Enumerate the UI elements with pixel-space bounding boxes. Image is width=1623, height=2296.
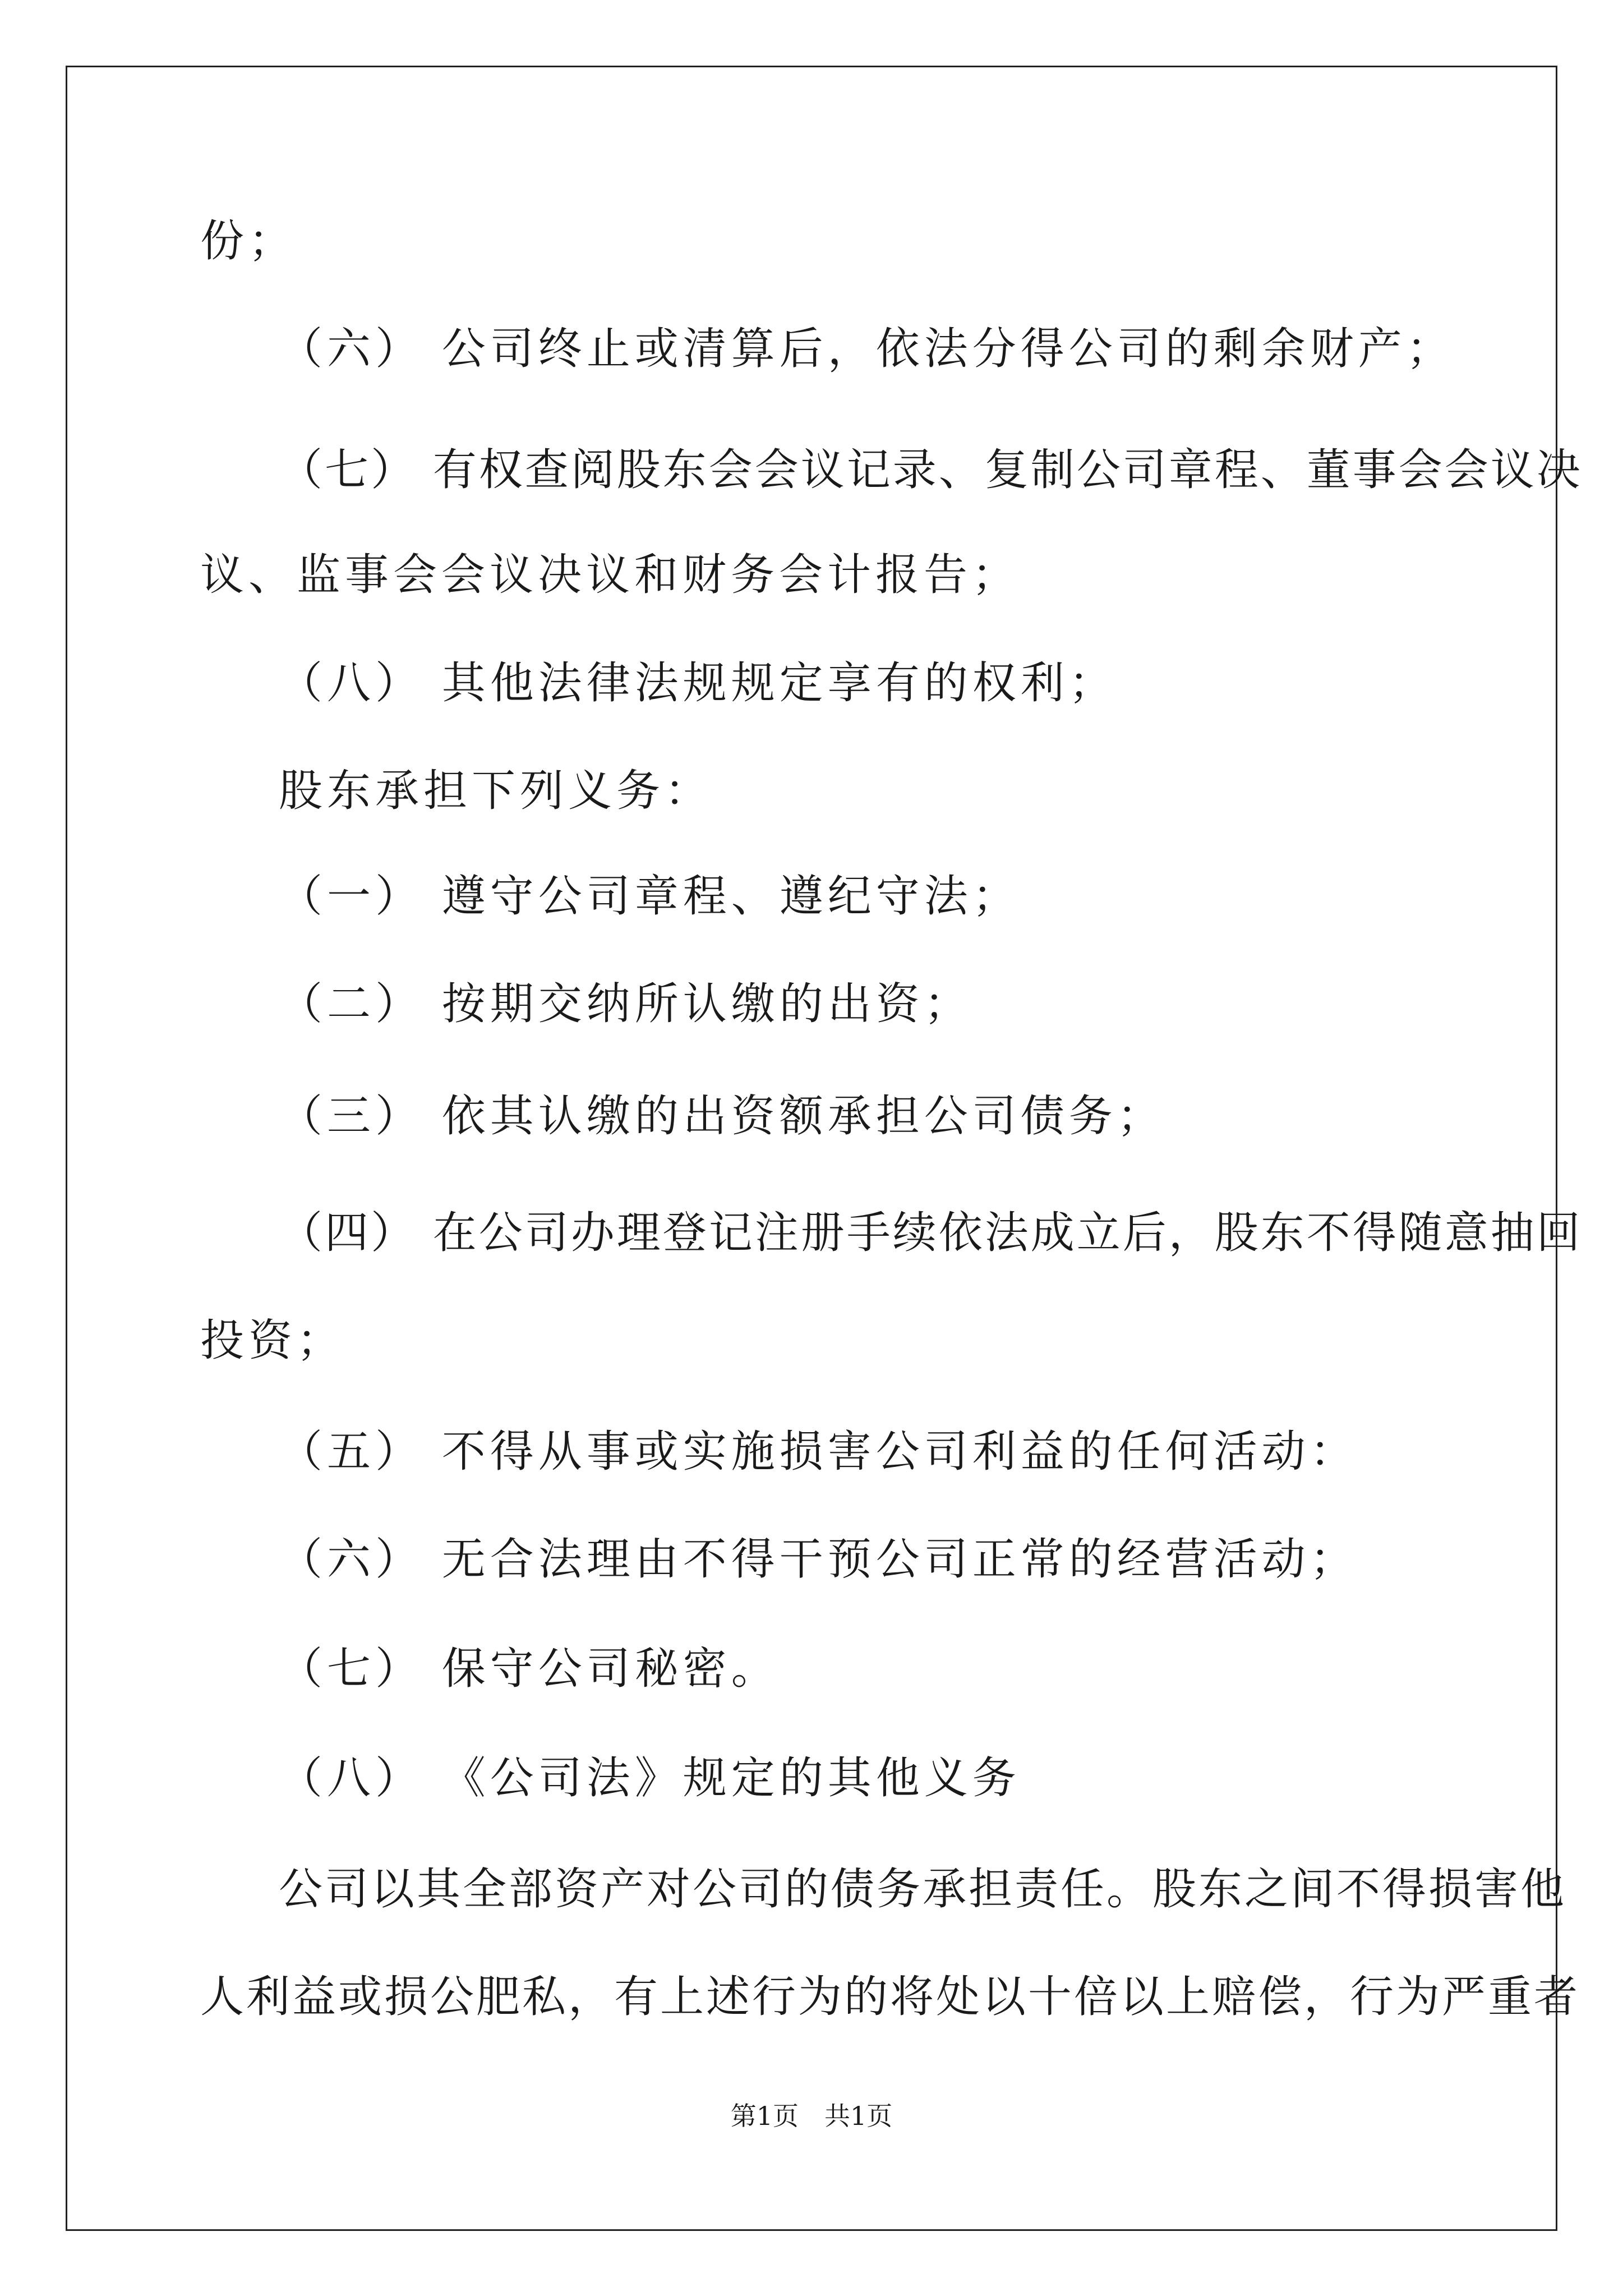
text-line: （七） 有权查阅股东会会议记录、复制公司章程、董事会会议决 [279, 445, 1583, 495]
text-line: （八） 其他法律法规规定享有的权利； [279, 658, 1117, 708]
text-line: 投资； [200, 1315, 345, 1366]
text-line: （六） 无合法理由不得干预公司正常的经营活动； [279, 1534, 1358, 1585]
text-line: （八） 《公司法》规定的其他义务 [279, 1753, 1021, 1803]
text-line: 人利益或损公肥私，有上述行为的将处以十倍以上赔偿，行为严重者 [200, 1972, 1580, 2022]
text-line: 份； [200, 216, 297, 266]
text-line: 议、监事会会议决议和财务会计报告； [200, 550, 1021, 600]
text-line: （二） 按期交纳所认缴的出资； [279, 979, 972, 1029]
text-line: （五） 不得从事或实施损害公司利益的任何活动： [279, 1427, 1358, 1477]
text-line: （一） 遵守公司章程、遵纪守法； [279, 871, 1021, 922]
text-line: （七） 保守公司秘密。 [279, 1644, 780, 1694]
text-line: 公司以其全部资产对公司的债务承担责任。股东之间不得损害他 [279, 1864, 1567, 1915]
text-line: （六） 公司终止或清算后，依法分得公司的剩余财产； [279, 324, 1455, 374]
page-number: 第1页 共1页 [730, 2101, 893, 2131]
text-line: （四） 在公司办理登记注册手续依法成立后，股东不得随意抽回 [279, 1208, 1583, 1258]
text-line: 股东承担下列义务： [279, 766, 713, 816]
text-line: （三） 依其认缴的出资额承担公司债务； [279, 1091, 1165, 1142]
